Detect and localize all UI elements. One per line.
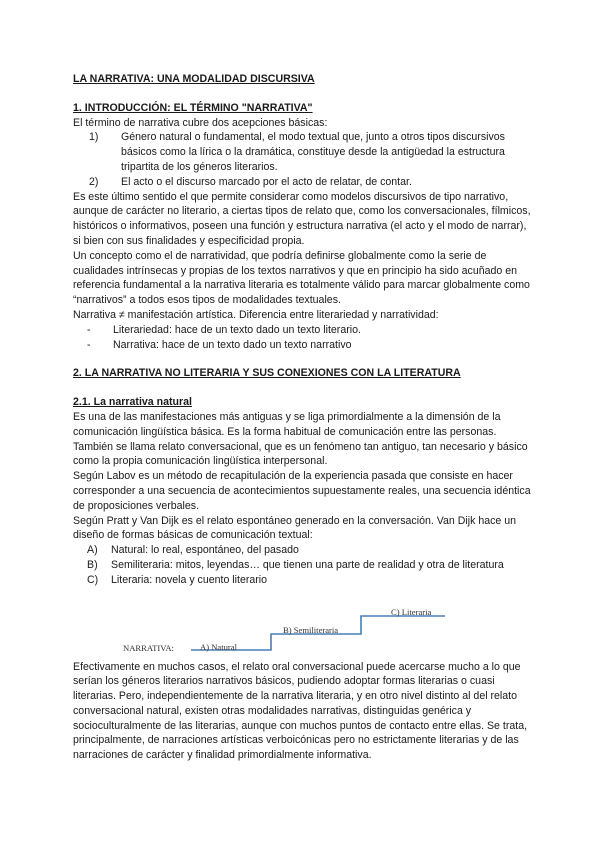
list-item	[87, 543, 533, 558]
list-item	[89, 175, 533, 190]
diagram-step-natural: A) Natural	[200, 641, 237, 652]
diagram-lead-label: NARRATIVA:	[123, 642, 174, 653]
list-item-text: Literariedad: hace de un texto dado un texto literario.	[113, 323, 361, 336]
list-item-text: Literaria: novela y cuento literario	[111, 573, 268, 586]
paragraph: Según Pratt y Van Dijk es el relato espontáneo generado en la conversación. Van Dijk hace un diseño de formas básicas de comunicación textual:	[73, 514, 517, 542]
paragraph: Es una de las manifestaciones más antiguas y se liga primordialmente a la dimensión de la comunicación lingüística básica. Es la forma habitual de comunicación entre las personas. También se llama relato conversacional, que es un fenómeno tan antiguo, tan necesario y básico como la propia comunicación lingüística interpersonal.	[73, 410, 528, 468]
list-marker: B)	[87, 558, 98, 571]
list-item	[89, 130, 533, 174]
list-item	[87, 558, 533, 573]
staircase-diagram	[73, 592, 533, 656]
paragraph: Un concepto como el de narratividad, que podría definirse globalmente como la serie de cualidades intrínsecas y propias de los textos narrativos y que en principio ha sido acuñado en referencia fundamental a la narrativa literaria es totalmente válido para marcar globalmente como “narrativos” a todos esos tipos de modalidades textuales.	[73, 249, 530, 307]
paragraph: Es este último sentido el que permite considerar como modelos discursivos de tipo narrativo, aunque de carácter no literario, a ciertas tipos de relato que, como los conversacionales, fílmicos, históricos o informativos, poseen una función y estructura narrativa (el acto y el modo de narrar), si bien con sus finalidades y especificidad propia.	[73, 190, 531, 247]
list-marker: 2)	[89, 175, 99, 188]
diagram-step-literaria: C) Literaria	[391, 606, 432, 617]
list-marker: A)	[87, 544, 98, 557]
subsection-2-1-heading: 2.1. La narrativa natural	[73, 396, 192, 409]
section-1-intro: El término de narrativa cubre dos acepciones básicas:	[73, 116, 328, 129]
list-marker: -	[87, 323, 91, 336]
list-item-text: Narrativa: hace de un texto dado un texto narrativo	[113, 338, 352, 351]
list-item-text: Género natural o fundamental, el modo textual que, junto a otros tipos discursivos básicos como la lírica o la dramática, constituye desde la antigüedad la estructura tripartita de los géneros literarios.	[121, 131, 505, 173]
list-item-text: Natural: lo real, espontáneo, del pasado	[111, 544, 299, 557]
formas-list	[73, 543, 533, 587]
list-marker: -	[87, 338, 91, 351]
paragraph: Según Labov es un método de recapitulación de la experiencia pasada que consiste en hacer corresponder a una secuencia de acontecimientos supuestamente reales, una secuencia idéntica de proposiciones verbales.	[73, 470, 531, 512]
diferencias-list	[73, 323, 533, 353]
paragraph: Narrativa ≠ manifestación artística. Diferencia entre literariedad y narratividad:	[73, 308, 439, 321]
section-1-heading: 1. INTRODUCCIÓN: EL TÉRMINO "NARRATIVA"	[73, 101, 313, 114]
list-marker: 1)	[89, 131, 99, 144]
document-title: LA NARRATIVA: UNA MODALIDAD DISCURSIVA	[73, 73, 315, 85]
list-marker: C)	[87, 573, 99, 586]
diagram-step-semiliteraria: B) Semiliteraria	[283, 624, 339, 635]
acepciones-list	[73, 130, 533, 189]
list-item	[87, 573, 533, 588]
list-item-text: Semiliteraria: mitos, leyendas… que tienen una parte de realidad y otra de literatura	[111, 558, 504, 571]
paragraph: Efectivamente en muchos casos, el relato oral conversacional puede acercarse mucho a lo que serían los géneros literarios narrativos básicos, pudiendo adoptar formas literarias o cuasi literarias. Pero, independientemente de la narrativa literaria, y en otro nivel distinto al del relato conversacional natural, existen otras modalidades narrativas, distinguidas genérica y socioculturalmente de las literarias, aunque con muchos puntos de contacto entre ellas. Se trata, principalmente, de narraciones artísticas verboicónicas pero no estrictamente literarias y de las narraciones de carácter y finalidad primordialmente informativa.	[73, 660, 528, 762]
list-item	[87, 338, 533, 353]
list-item	[87, 323, 533, 338]
list-item-text: El acto o el discurso marcado por el acto de relatar, de contar.	[121, 175, 412, 188]
document-body	[73, 72, 533, 763]
section-2-heading: 2. LA NARRATIVA NO LITERARIA Y SUS CONEXIONES CON LA LITERATURA	[73, 367, 461, 380]
